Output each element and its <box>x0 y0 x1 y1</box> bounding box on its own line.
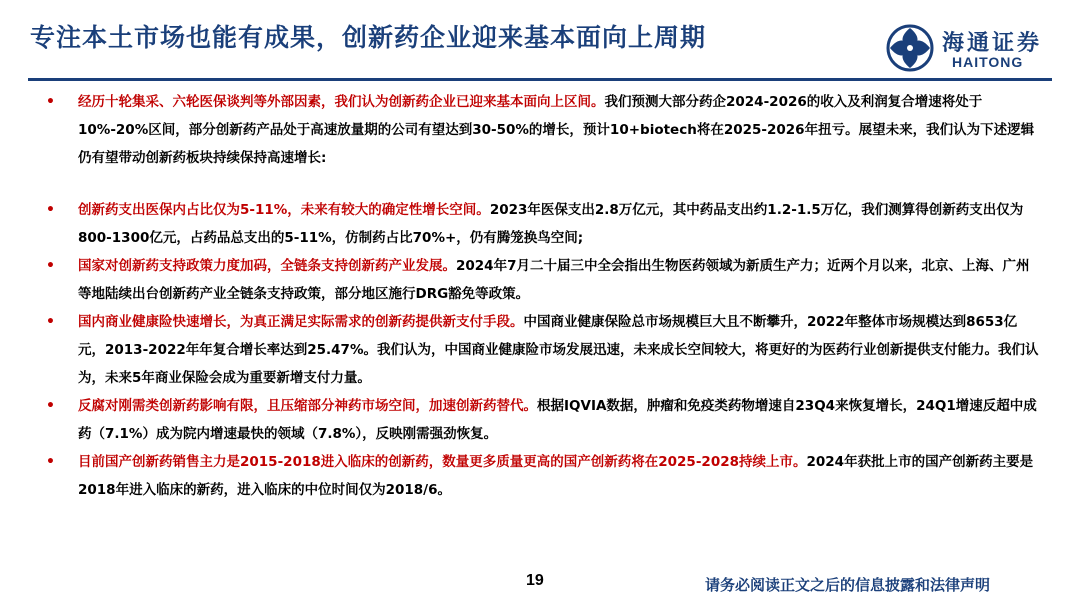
bullet-list <box>40 88 1040 504</box>
bullet-marker: • <box>46 258 55 274</box>
bullet-text: 2024年7月二十届三中全会指出生物医药领域为新质生产力；近两个月以来，北京、上海、广州等地陆续出台创新药产业全链条支持政策，部分地区施行DRG豁免等政策。 <box>78 258 1030 302</box>
haitong-emblem-icon <box>886 24 934 72</box>
bullet-marker: • <box>46 202 55 218</box>
logo-chinese-name: 海通证券 <box>942 30 1043 56</box>
page-title: 专注本土市场也能有成果，创新药企业迎来基本面向上周期 <box>30 23 707 52</box>
haitong-logo <box>886 22 1071 74</box>
bullet-item <box>40 308 1040 392</box>
bullet-marker: • <box>46 398 55 414</box>
bullet-highlight: 国家对创新药支持政策力度加码，全链条支持创新药产业发展。 <box>78 258 456 274</box>
bullet-text: 2023年医保支出2.8万亿元，其中药品支出约1.2-1.5万亿，我们测算得创新药支出仅为800-1300亿元，占药品总支出的5-11%，仿制药占比70%+，仍有腾笼换鸟空间; <box>78 202 1024 246</box>
legal-disclaimer: 请务必阅读正文之后的信息披露和法律声明 <box>705 576 991 594</box>
bullet-item <box>40 448 1040 504</box>
bullet-item <box>40 392 1040 448</box>
bullet-text: 根据IQVIA数据，肿瘤和免疫类药物增速自23Q4来恢复增长，24Q1增速反超中成药（7.1%）成为院内增速最快的领域（7.8%），反映刚需强劲恢复。 <box>78 398 1037 442</box>
bullet-item <box>40 252 1040 308</box>
page-number: 19 <box>526 572 544 589</box>
bullet-highlight: 经历十轮集采、六轮医保谈判等外部因素，我们认为创新药企业已迎来基本面向上区间。 <box>78 94 605 110</box>
bullet-item <box>40 88 1040 172</box>
header-divider <box>28 78 1052 81</box>
bullet-marker: • <box>46 94 55 110</box>
bullet-item <box>40 196 1040 252</box>
logo-english-name: HAITONG <box>952 54 1024 70</box>
bullet-marker: • <box>46 314 55 330</box>
bullet-text: 我们预测大部分药企2024-2026的收入及利润复合增速将处于10%-20%区间，部分创新药产品处于高速放量期的公司有望达到30-50%的增长，预计10+biotech将在2025-2026年扭亏。展望未来，我们认为下述逻辑仍有望带动创新药板块持续保持高速增长: <box>78 94 1035 166</box>
bullet-marker: • <box>46 454 55 470</box>
bullet-highlight: 国内商业健康险快速增长，为真正满足实际需求的创新药提供新支付手段。 <box>78 314 524 330</box>
bullet-highlight: 创新药支出医保内占比仅为5-11%，未来有较大的确定性增长空间。 <box>78 202 490 218</box>
bullet-text: 2024年获批上市的国产创新药主要是2018年进入临床的新药，进入临床的中位时间仅为2018/6。 <box>78 454 1034 498</box>
bullet-text: 中国商业健康保险总市场规模巨大且不断攀升，2022年整体市场规模达到8653亿元，2013-2022年年复合增长率达到25.47%。我们认为，中国商业健康险市场发展迅速，未来成长空间较大，将更好的为医药行业创新提供支付能力。我们认为，未来5年商业保险会成为重要新增支付力量。 <box>78 314 1039 386</box>
bullet-highlight: 目前国产创新药销售主力是2015-2018进入临床的创新药，数量更多质量更高的国产创新药将在2025-2028持续上市。 <box>78 454 807 470</box>
bullet-highlight: 反腐对刚需类创新药影响有限，且压缩部分神药市场空间，加速创新药替代。 <box>78 398 537 414</box>
